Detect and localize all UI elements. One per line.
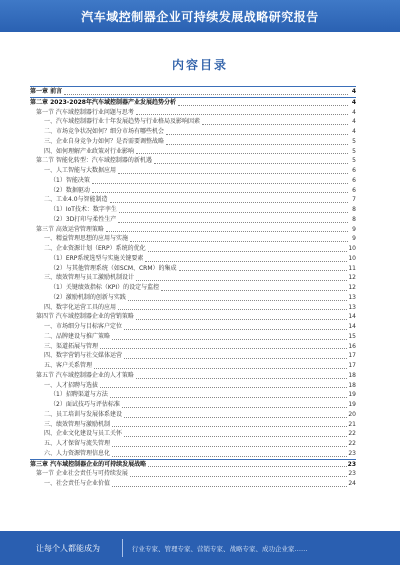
toc-page-number: 5 <box>352 157 356 165</box>
toc-leader-dots <box>112 445 347 447</box>
toc-entry[interactable] <box>30 176 356 186</box>
toc-page-number: 10 <box>348 245 356 252</box>
toc-entry-text: 五、客户关系管理 <box>44 362 93 369</box>
toc-heading: 内容目录 <box>171 58 228 72</box>
toc-leader-dots <box>178 104 348 106</box>
toc-page-number: 6 <box>352 186 356 194</box>
toc-page-number: 23 <box>347 460 356 468</box>
toc-entry[interactable] <box>30 205 356 215</box>
toc-entry[interactable] <box>30 273 356 283</box>
toc-page-number: 12 <box>348 284 356 291</box>
toc-entry-text: 一、人工智能与大数据应用 <box>44 167 117 174</box>
toc-entry-text: 五、人才保留与流失管理 <box>44 440 111 447</box>
toc-page-number: 6 <box>352 167 356 174</box>
table-of-contents <box>30 86 356 489</box>
toc-page-number: 10 <box>348 254 356 262</box>
toc-entry[interactable] <box>30 381 356 391</box>
toc-entry[interactable] <box>30 264 356 274</box>
toc-entry[interactable] <box>30 342 356 352</box>
page-header <box>0 0 400 32</box>
toc-leader-dots <box>130 475 347 477</box>
toc-leader-dots <box>179 269 348 271</box>
toc-entry-text: 一、汽车域控制器行业十年发展趋势与行业格局及影响因素 <box>44 118 201 126</box>
toc-entry[interactable] <box>30 390 356 400</box>
toc-page-number: 20 <box>348 410 356 418</box>
toc-page-number: 14 <box>348 313 356 321</box>
toc-page-number: 13 <box>348 293 356 301</box>
toc-entry[interactable] <box>30 303 356 313</box>
toc-page-number: 15 <box>348 332 356 340</box>
toc-entry-text: （1）关键绩效指标（KPI）的设定与监控 <box>50 284 160 291</box>
toc-leader-dots <box>202 123 348 125</box>
toc-page-number: 13 <box>348 303 356 311</box>
toc-page-number: 22 <box>348 440 356 447</box>
toc-entry-text: 一、社会责任与企业价值 <box>44 480 111 487</box>
toc-entry-text: 四、数字营销与社交媒体运营 <box>44 352 123 360</box>
toc-page-number: 12 <box>348 274 356 282</box>
toc-leader-dots <box>124 357 347 359</box>
toc-entry-text: 二、品牌建设与推广策略 <box>44 332 111 340</box>
toc-leader-dots <box>118 172 348 174</box>
toc-page-number: 23 <box>348 449 356 457</box>
toc-leader-dots <box>106 230 348 232</box>
toc-leader-dots <box>154 162 348 164</box>
toc-page-number: 17 <box>348 352 356 360</box>
toc-entry[interactable] <box>30 225 356 235</box>
toc-entry-text: （1）智能决策 <box>50 176 90 184</box>
toc-entry-text: （1）IoT技术：数字孪生 <box>50 206 117 213</box>
toc-entry-text: 第二章 2023-2028年汽车域控制器产业发展趋势分析 <box>30 98 176 106</box>
toc-entry[interactable] <box>30 400 356 410</box>
toc-leader-dots <box>100 347 347 349</box>
toc-leader-dots <box>148 465 347 467</box>
toc-entry[interactable] <box>30 371 356 381</box>
toc-entry-text: 第一节 企业社会责任与可持续发展 <box>36 470 128 478</box>
toc-entry[interactable] <box>30 439 356 449</box>
toc-page-number: 4 <box>352 128 356 135</box>
toc-entry[interactable] <box>30 361 356 371</box>
toc-entry-text: 六、人力资源管理信息化 <box>44 449 111 457</box>
toc-leader-dots <box>118 221 348 223</box>
toc-leader-dots <box>128 299 348 301</box>
toc-leader-dots <box>92 191 348 193</box>
toc-leader-dots <box>166 133 348 135</box>
toc-entry[interactable] <box>30 156 356 166</box>
toc-leader-dots <box>100 386 347 388</box>
footer-divider <box>122 539 123 557</box>
toc-page-number: 21 <box>348 420 356 428</box>
toc-leader-dots <box>124 435 347 437</box>
toc-entry[interactable] <box>30 429 356 439</box>
toc-entry-text: 三、绩效管理与激励机制 <box>44 420 111 428</box>
toc-entry[interactable] <box>30 322 356 332</box>
footer-slogan: 让每个人都能成为 <box>36 543 100 553</box>
report-title: 汽车域控制器企业可持续发展战略研究报告 <box>81 9 319 24</box>
toc-entry[interactable] <box>30 254 356 264</box>
toc-page-number: 6 <box>352 176 356 184</box>
toc-entry[interactable] <box>30 332 356 342</box>
toc-entry[interactable] <box>30 293 356 303</box>
toc-entry[interactable] <box>30 234 356 244</box>
toc-entry[interactable] <box>30 479 356 489</box>
toc-entry[interactable] <box>30 351 356 361</box>
toc-entry-text: 第一章 前言 <box>30 88 63 95</box>
toc-leader-dots <box>119 211 348 213</box>
toc-leader-dots <box>64 93 348 95</box>
toc-entry-text: 四、企业文化建设与员工关怀 <box>44 430 123 438</box>
toc-leader-dots <box>110 396 348 398</box>
toc-entry-text: 第三章 汽车域控制器企业的可持续发展战略 <box>30 460 147 468</box>
toc-page-number: 9 <box>352 225 356 233</box>
toc-entry-text: 三、渠道拓展与管理 <box>44 342 99 350</box>
toc-entry[interactable] <box>30 108 356 118</box>
toc-page-number: 24 <box>348 480 356 487</box>
toc-page-number: 23 <box>348 470 356 478</box>
toc-page-number: 4 <box>351 88 356 95</box>
toc-page-number: 9 <box>352 235 356 243</box>
toc-entry[interactable] <box>30 420 356 430</box>
toc-page-number: 5 <box>352 147 356 155</box>
toc-entry-text: （2）与其他管理系统（如SCM、CRM）的集成 <box>50 264 177 272</box>
toc-page-number: 18 <box>348 371 356 379</box>
toc-entry[interactable] <box>30 215 356 225</box>
toc-page-number: 7 <box>352 196 356 204</box>
toc-entry-text: 二、工业4.0与智能制造 <box>44 196 108 204</box>
toc-entry[interactable] <box>30 166 356 176</box>
toc-leader-dots <box>136 279 347 281</box>
toc-leader-dots <box>136 318 347 320</box>
toc-entry-text: 二、市场竞争状况如何？细分市场有哪些机会 <box>44 128 165 135</box>
toc-page-number: 8 <box>352 206 356 213</box>
toc-entry-text: 第一节 汽车域控制器行业问题与思考 <box>36 108 134 116</box>
toc-entry-text: （1）ERP系统选型与实施关键要素 <box>50 254 144 262</box>
toc-entry[interactable] <box>30 244 356 254</box>
toc-entry[interactable] <box>30 449 356 459</box>
toc-page-number: 22 <box>348 430 356 438</box>
toc-entry[interactable] <box>30 195 356 205</box>
toc-entry[interactable] <box>30 186 356 196</box>
footer-tagline: 行业专家、管理专家、营销专家、战略专家、成功企业家…… <box>132 544 308 553</box>
toc-entry[interactable] <box>30 127 356 137</box>
toc-leader-dots <box>124 328 347 330</box>
toc-page-number: 4 <box>352 118 356 126</box>
toc-leader-dots <box>166 143 348 145</box>
toc-entry[interactable] <box>30 137 356 147</box>
toc-leader-dots <box>130 240 348 242</box>
toc-leader-dots <box>112 338 347 340</box>
toc-leader-dots <box>112 455 347 457</box>
toc-page-number: 17 <box>348 362 356 369</box>
page-footer <box>0 531 400 565</box>
toc-leader-dots <box>124 416 347 418</box>
toc-entry-text: 二、员工培训与发展体系建设 <box>44 410 123 418</box>
toc-entry-text: 三、企业自身竞争力如何？是否需要调整战略 <box>44 137 165 145</box>
toc-leader-dots <box>148 250 348 252</box>
toc-entry[interactable] <box>30 410 356 420</box>
toc-leader-dots <box>136 377 347 379</box>
toc-entry-text: （1）招聘渠道与方法 <box>50 391 108 399</box>
toc-entry-text: （2）3D打印与柔性生产 <box>50 215 117 223</box>
toc-entry[interactable] <box>30 117 356 127</box>
toc-page-number: 5 <box>352 137 356 145</box>
toc-leader-dots <box>136 152 348 154</box>
toc-page-number: 4 <box>352 108 356 116</box>
toc-entry[interactable] <box>30 97 356 108</box>
toc-entry[interactable] <box>30 86 356 97</box>
toc-page-number: 19 <box>348 401 356 408</box>
toc-page-number: 4 <box>351 98 356 106</box>
toc-entry-text: （2）面试技巧与评估标准 <box>50 401 120 408</box>
toc-entry-text: 二、企业资源计划（ERP）系统的优化 <box>44 245 146 252</box>
toc-entry-text: 第三节 高效运营管理策略 <box>36 225 104 233</box>
toc-leader-dots <box>161 289 347 291</box>
toc-leader-dots <box>92 182 348 184</box>
toc-leader-dots <box>118 308 347 310</box>
toc-leader-dots <box>122 406 348 408</box>
toc-page-number: 8 <box>352 215 356 223</box>
toc-entry-text: 一、市场细分与目标客户定位 <box>44 323 123 330</box>
toc-entry-text: 第二节 智能化转型：汽车域控制器的新机遇 <box>36 157 152 165</box>
toc-page-number: 14 <box>348 323 356 330</box>
toc-entry-text: 第四节 汽车域控制器企业的营销策略 <box>36 313 134 321</box>
toc-entry-text: 一、精益管理思想的应用与实施 <box>44 235 129 243</box>
toc-page-number: 18 <box>348 381 356 389</box>
toc-leader-dots <box>112 485 347 487</box>
toc-entry-text: 三、绩效管理与员工激励机制设计 <box>44 274 135 282</box>
toc-leader-dots <box>112 425 347 427</box>
toc-entry[interactable] <box>30 283 356 293</box>
toc-entry-text: （2）激励机制的创新与实践 <box>50 293 126 301</box>
toc-entry-text: 四、如何理解产业政策对行业影响 <box>44 147 135 155</box>
toc-entry-text: 一、人才招聘与选拔 <box>44 381 99 389</box>
toc-page-number: 11 <box>348 264 356 272</box>
toc-entry-text: 四、数字化运营工具的应用 <box>44 303 117 311</box>
toc-entry[interactable] <box>30 459 356 470</box>
toc-leader-dots <box>136 113 348 115</box>
toc-entry[interactable] <box>30 312 356 322</box>
toc-leader-dots <box>110 201 348 203</box>
toc-leader-dots <box>94 367 347 369</box>
toc-entry[interactable] <box>30 469 356 479</box>
toc-page-number: 16 <box>348 342 356 350</box>
toc-entry-text: 第五节 汽车域控制器企业的人才策略 <box>36 371 134 379</box>
toc-entry-text: （2）数据驱动 <box>50 186 90 194</box>
toc-page-number: 19 <box>348 391 356 399</box>
toc-entry[interactable] <box>30 147 356 157</box>
toc-leader-dots <box>145 260 347 262</box>
